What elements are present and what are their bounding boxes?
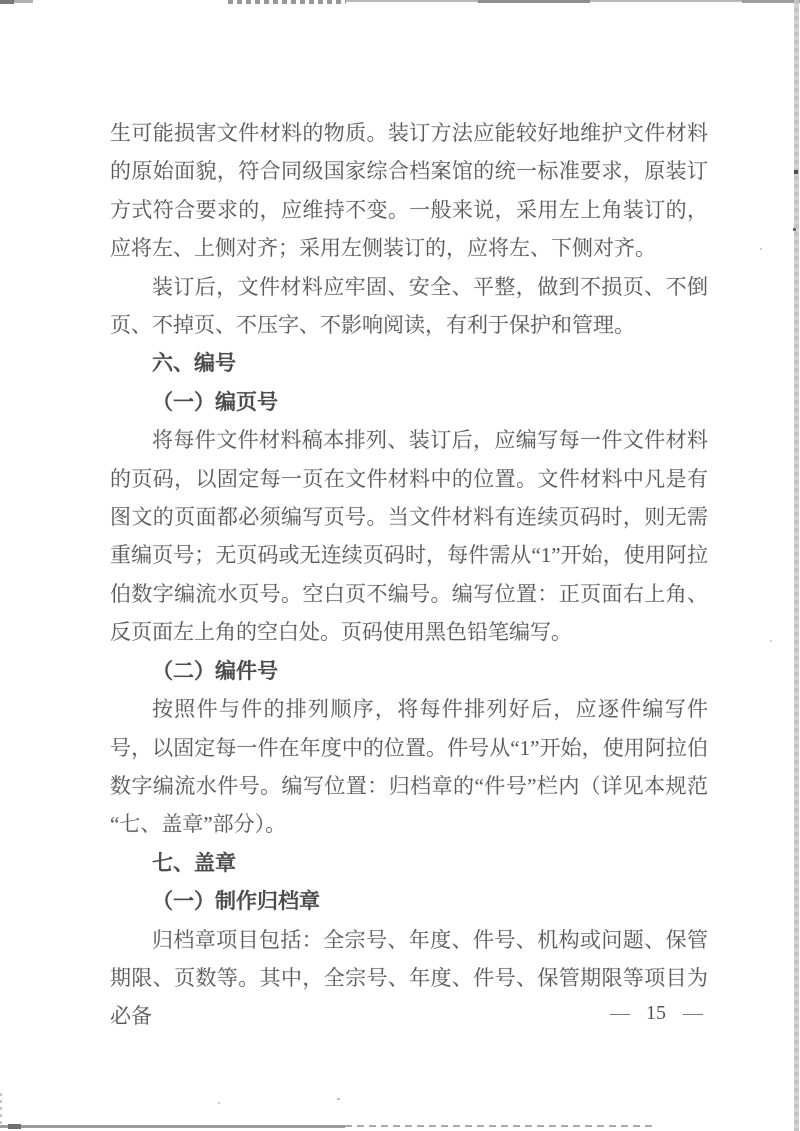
section-heading: 七、盖章 bbox=[152, 850, 236, 875]
scan-artifact-right-dot bbox=[793, 228, 796, 231]
scan-artifact-bottom-line bbox=[0, 1125, 345, 1128]
section-subheading: （一）制作归档章 bbox=[152, 889, 320, 914]
scan-artifact-top-left-light bbox=[14, 0, 33, 3]
paragraph: 生可能损害文件材料的物质。装订方法应能较好地维护文件材料的原始面貌，符合同级国家综合档案馆的统一标准要求，原装订方式符合要求的，应维持不变。一般来说，采用左上角装订的，应将左、上侧对齐；采用左侧装订的，应将左、下侧对齐。 bbox=[110, 121, 708, 261]
scan-artifact-speck bbox=[760, 248, 762, 250]
scan-artifact-bottom-dashes bbox=[345, 1125, 657, 1127]
document-body bbox=[110, 114, 708, 1036]
scan-artifact-speck bbox=[337, 1098, 340, 1100]
scan-artifact-right-dot bbox=[794, 170, 798, 174]
paragraph: 装订后，文件材料应牢固、安全、平整，做到不损页、不倒页、不掉页、不压字、不影响阅读，有利于保护和管理。 bbox=[110, 274, 708, 338]
section-heading: 六、编号 bbox=[152, 351, 236, 376]
section-subheading: （一）编页号 bbox=[152, 389, 278, 414]
footer-right-dash: — bbox=[683, 1002, 702, 1024]
scan-artifact-top-dark-segment bbox=[478, 0, 590, 3]
scan-artifact-top-line bbox=[346, 0, 800, 2]
scan-artifact-right-stripe bbox=[794, 0, 799, 1131]
scan-artifact-top-dashes bbox=[228, 0, 346, 4]
scan-artifact-top-right-segment bbox=[742, 0, 800, 3]
footer-left-dash: — bbox=[610, 1002, 629, 1024]
scan-artifact-left-dashes bbox=[0, 1093, 2, 1127]
scan-artifact-speck bbox=[218, 1102, 220, 1104]
paragraph: 按照件与件的排列顺序，将每件排列好后，应逐件编写件号，以固定每一件在年度中的位置。件号从“1”开始，使用阿拉伯数字编流水件号。编写位置：归档章的“件号”栏内（详见本规范“七、盖章”部分）。 bbox=[110, 697, 708, 837]
scan-artifact-bottom-dark-blob bbox=[8, 1124, 21, 1129]
page-number: 15 bbox=[646, 1002, 666, 1024]
scan-artifact-speck bbox=[770, 640, 772, 642]
scan-artifact-top-left-dark bbox=[0, 0, 14, 4]
page-number-footer bbox=[610, 1001, 702, 1025]
section-subheading: （二）编件号 bbox=[152, 658, 278, 683]
paragraph: 归档章项目包括：全宗号、年度、件号、机构或问题、保管期限、页数等。其中，全宗号、年度、件号、保管期限等项目为必备 bbox=[110, 927, 708, 1029]
paragraph: 将每件文件材料稿本排列、装订后，应编写每一件文件材料的页码，以固定每一页在文件材料中的位置。文件材料中凡是有图文的页面都必须编写页号。当文件材料有连续页码时，则无需重编页号；无页码或无连续页码时，每件需从“1”开始，使用阿拉伯数字编流水页号。空白页不编号。编写位置：正页面右上角、反页面左上角的空白处。页码使用黑色铅笔编写。 bbox=[110, 428, 708, 645]
